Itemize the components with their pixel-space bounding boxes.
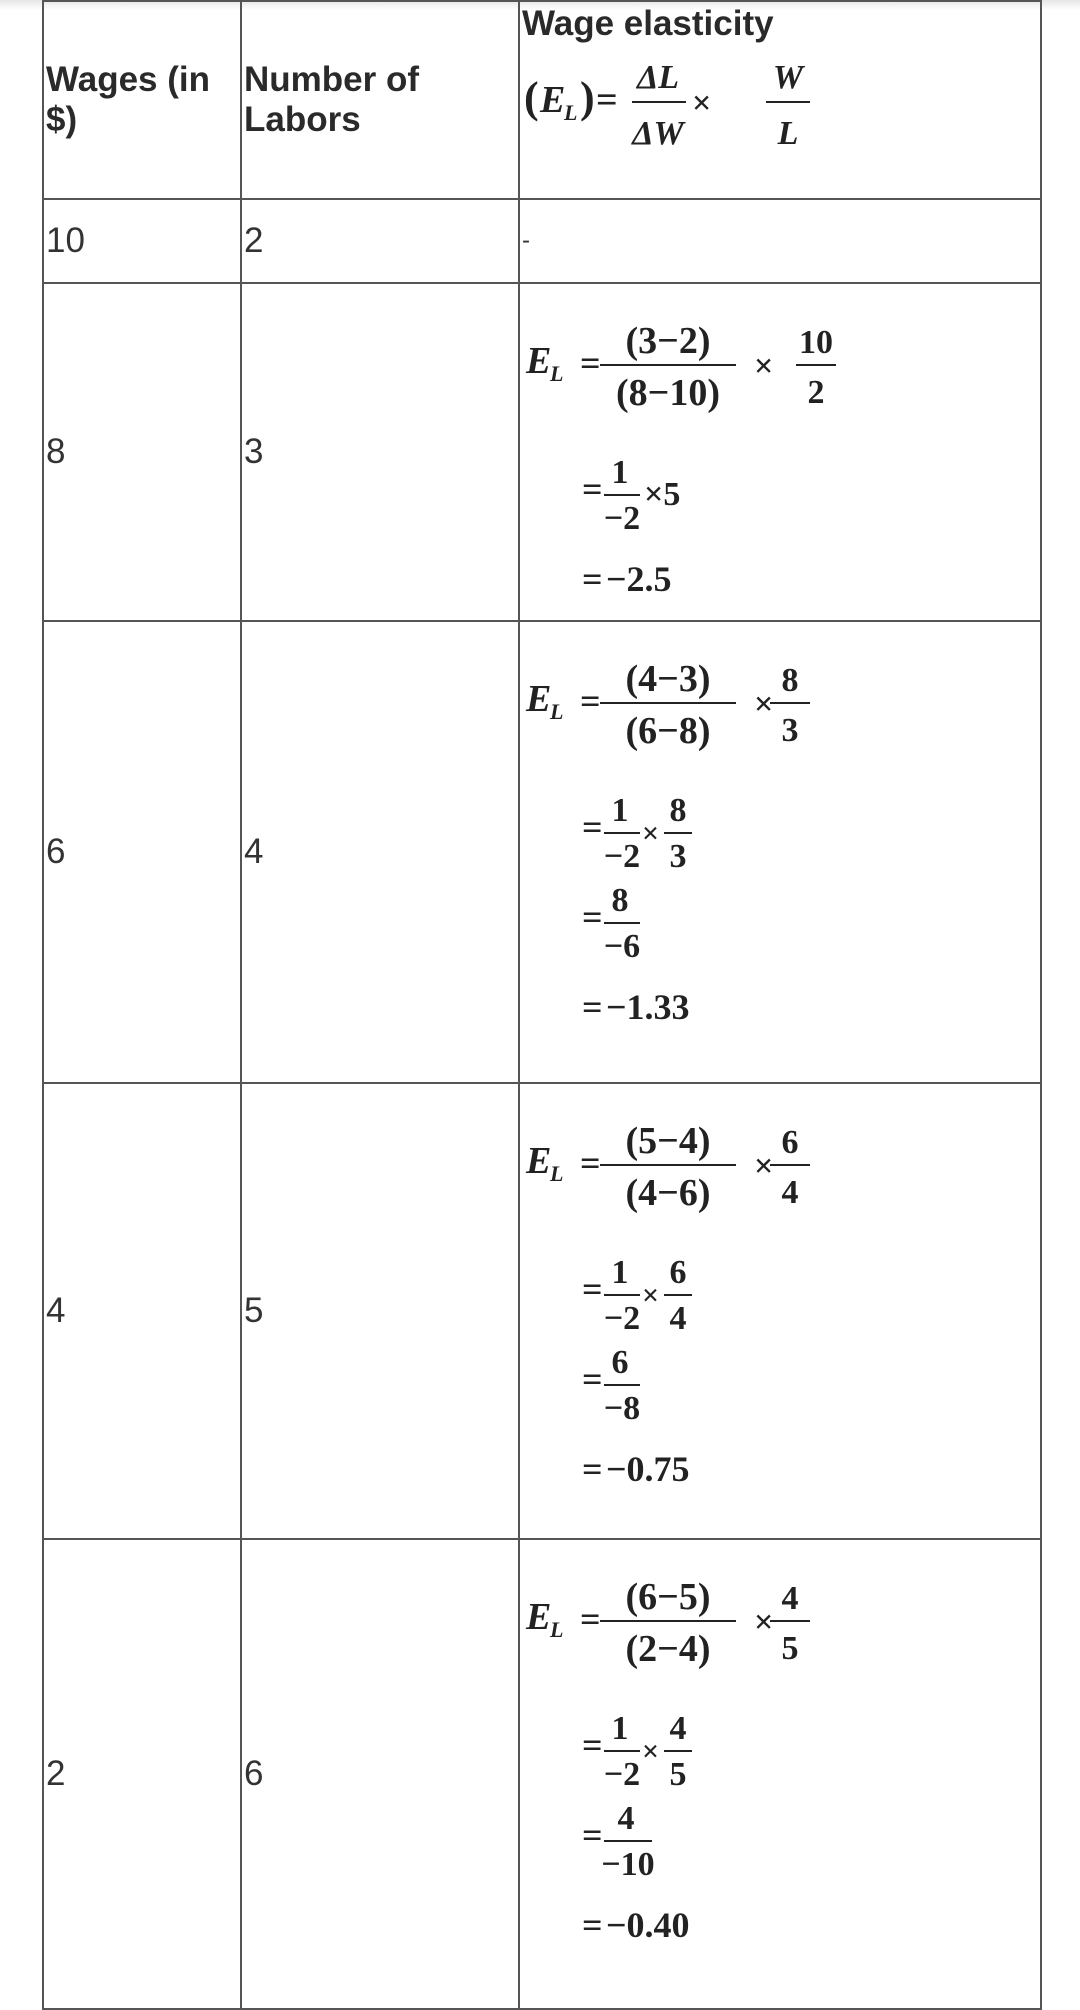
equals-sign: =: [580, 1143, 601, 1183]
elasticity-symbol: E: [526, 678, 552, 720]
labor-cell: 4: [244, 832, 264, 871]
equals-sign: =: [582, 807, 603, 847]
ratio-denominator: 4: [781, 1174, 799, 1211]
formula-lhs-symbol: E: [540, 79, 566, 121]
ratio-denominator: 5: [669, 1756, 687, 1793]
numerator: 1: [611, 454, 629, 491]
equals-sign: =: [582, 1359, 603, 1399]
denominator: (8−10): [616, 372, 720, 414]
result-value: −0.40: [606, 1905, 690, 1945]
labors-header: [241, 1, 519, 199]
ratio-denominator: 4: [669, 1300, 687, 1337]
ratio-numerator: 10: [799, 324, 833, 361]
table-row: [43, 1539, 1041, 2009]
table-row: [43, 283, 1041, 621]
ratio-numerator: 8: [781, 662, 799, 699]
labor-cell: 2: [244, 221, 264, 260]
wage-cell: 10: [46, 221, 85, 260]
result-value: −0.75: [606, 1449, 690, 1489]
elasticity-subscript: L: [550, 1617, 564, 1642]
times-sign: ×: [754, 348, 774, 385]
denominator: −10: [601, 1846, 655, 1883]
formula-w: W: [772, 59, 804, 96]
ratio-numerator: 8: [669, 792, 687, 829]
times-sign: ×: [642, 1735, 660, 1768]
denominator: −8: [603, 1390, 641, 1427]
denominator: −2: [603, 1756, 641, 1793]
multiplier: ×5: [644, 476, 681, 513]
times-sign: ×: [754, 1148, 774, 1185]
elasticity-cell: [519, 283, 1041, 621]
wage-cell: 8: [46, 432, 66, 471]
ratio-numerator: 6: [669, 1254, 687, 1291]
numerator: 8: [611, 882, 629, 919]
numerator: (4−3): [625, 658, 711, 700]
denominator: (6−8): [625, 710, 711, 752]
elasticity-header-label: Wage elasticity: [522, 4, 774, 43]
labor-cell: 5: [244, 1291, 264, 1330]
denominator: (4−6): [625, 1172, 711, 1214]
formula-paren-close: ): [580, 73, 595, 122]
denominator: (2−4): [625, 1628, 711, 1670]
equals-sign: =: [582, 469, 603, 509]
elasticity-subscript: L: [550, 1161, 564, 1186]
equals-sign: =: [582, 1815, 603, 1855]
numerator: (5−4): [625, 1120, 711, 1162]
ratio-denominator: 5: [781, 1630, 799, 1667]
elasticity-cell: [519, 621, 1041, 1083]
formula-l: L: [777, 115, 799, 152]
ratio-numerator: 4: [781, 1580, 799, 1617]
wage-elasticity-table: [42, 0, 1042, 2010]
wages-header-label: Wages (in $): [46, 60, 210, 139]
elasticity-formula: [520, 44, 1040, 164]
wage-cell: 6: [46, 832, 66, 871]
result-value: −1.33: [606, 987, 690, 1027]
table-row: [43, 1083, 1041, 1539]
table-row: [43, 621, 1041, 1083]
numerator: 4: [617, 1800, 635, 1837]
numerator: (6−5): [625, 1576, 711, 1618]
labor-cell: 6: [244, 1754, 264, 1793]
table-row: [43, 199, 1041, 283]
elasticity-subscript: L: [550, 361, 564, 386]
numerator: 6: [611, 1344, 629, 1381]
numerator: (3−2): [625, 320, 711, 362]
denominator: −6: [603, 928, 641, 965]
numerator: 1: [611, 1710, 629, 1747]
wage-cell: 2: [46, 1754, 66, 1793]
formula-lhs-sub: L: [564, 100, 578, 125]
elasticity-cell: [519, 1083, 1041, 1539]
numerator: 1: [611, 1254, 629, 1291]
elasticity-header: [519, 1, 1041, 199]
equals-sign: =: [582, 897, 603, 937]
denominator: −2: [603, 1300, 641, 1337]
result-value: −2.5: [606, 559, 672, 599]
labor-cell: 3: [244, 432, 264, 471]
elasticity-cell: -: [522, 227, 530, 254]
elasticity-subscript: L: [550, 699, 564, 724]
formula-delta-w: ΔW: [632, 115, 684, 152]
formula-times: ×: [692, 85, 712, 122]
equals-sign: =: [580, 681, 601, 721]
denominator: −2: [603, 838, 641, 875]
formula-delta-l: ΔL: [636, 59, 680, 96]
ratio-denominator: 2: [807, 374, 825, 411]
ratio-denominator: 3: [781, 712, 799, 749]
wages-header: [43, 1, 241, 199]
ratio-numerator: 4: [669, 1710, 687, 1747]
equals-sign: =: [582, 1905, 603, 1945]
times-sign: ×: [642, 817, 660, 850]
elasticity-symbol: E: [526, 1140, 552, 1182]
labors-header-label: Number of Labors: [244, 60, 419, 139]
ratio-denominator: 3: [669, 838, 687, 875]
equals-sign: =: [580, 343, 601, 383]
equals-sign: =: [582, 559, 603, 599]
formula-equals: =: [596, 79, 618, 121]
times-sign: ×: [642, 1279, 660, 1312]
elasticity-cell: [519, 1539, 1041, 2009]
formula-paren-open: (: [524, 73, 539, 122]
denominator: −2: [603, 500, 641, 537]
numerator: 1: [611, 792, 629, 829]
ratio-numerator: 6: [781, 1124, 799, 1161]
elasticity-symbol: E: [526, 340, 552, 382]
equals-sign: =: [582, 1725, 603, 1765]
equals-sign: =: [582, 1269, 603, 1309]
header-row: [43, 1, 1041, 199]
wage-cell: 4: [46, 1291, 66, 1330]
equals-sign: =: [582, 987, 603, 1027]
times-sign: ×: [754, 686, 774, 723]
elasticity-symbol: E: [526, 1596, 552, 1638]
times-sign: ×: [754, 1604, 774, 1641]
equals-sign: =: [580, 1599, 601, 1639]
equals-sign: =: [582, 1449, 603, 1489]
